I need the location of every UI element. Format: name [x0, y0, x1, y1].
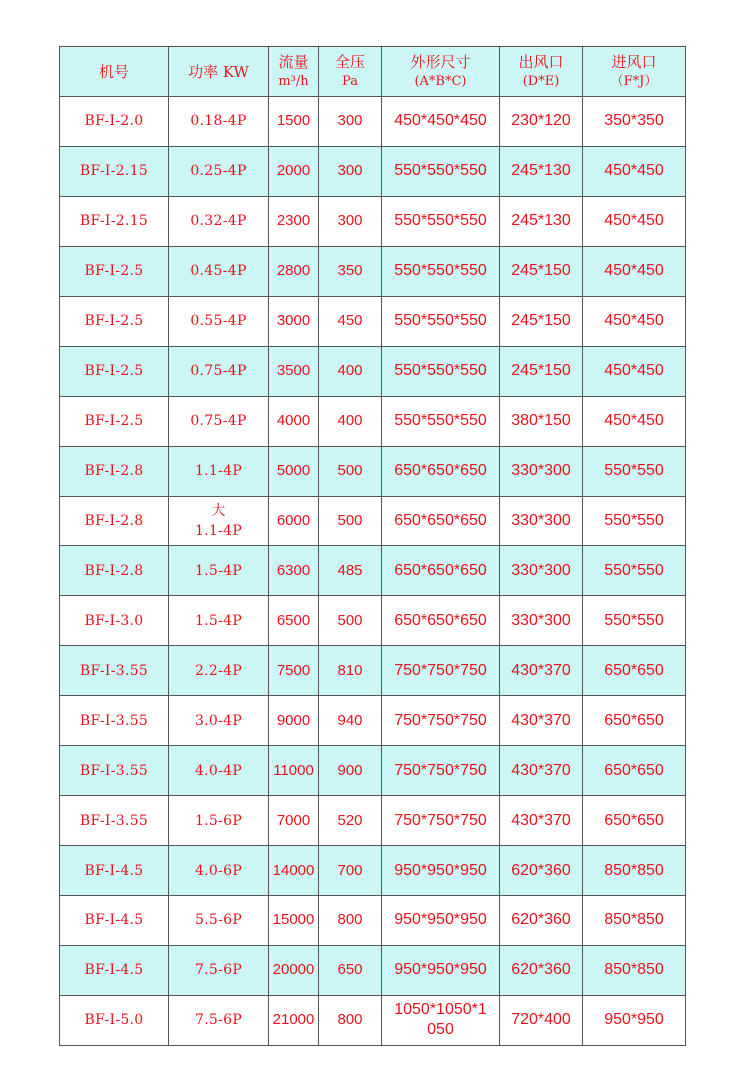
cell-power: 1.1-4P — [169, 446, 269, 496]
cell-flow: 3000 — [269, 296, 319, 346]
cell-outlet: 620*360 — [500, 846, 583, 896]
cell-power: 0.45-4P — [169, 246, 269, 296]
cell-power: 0.32-4P — [169, 196, 269, 246]
table-row — [60, 496, 686, 546]
cell-size: 550*550*550 — [382, 196, 500, 246]
cell-pressure: 520 — [319, 796, 382, 846]
cell-size: 650*650*650 — [382, 496, 500, 546]
cell-flow: 6000 — [269, 496, 319, 546]
cell-inlet: 550*550 — [583, 496, 686, 546]
cell-model: BF-I-4.5 — [60, 896, 169, 946]
header-inlet-unit: （F*J） — [610, 73, 658, 89]
cell-outlet: 430*370 — [500, 746, 583, 796]
cell-outlet: 245*150 — [500, 346, 583, 396]
cell-flow: 14000 — [269, 846, 319, 896]
header-size-unit: (A*B*C) — [414, 73, 467, 89]
cell-power: 7.5-6P — [169, 945, 269, 995]
cell-inlet: 550*550 — [583, 446, 686, 496]
cell-pressure: 300 — [319, 97, 382, 147]
cell-power: 1.5-4P — [169, 546, 269, 596]
table-row — [60, 246, 686, 296]
cell-flow: 1500 — [269, 97, 319, 147]
cell-flow: 4000 — [269, 396, 319, 446]
table-row — [60, 146, 686, 196]
cell-model: BF-I-3.0 — [60, 596, 169, 646]
cell-outlet: 620*360 — [500, 945, 583, 995]
cell-power: 4.0-4P — [169, 746, 269, 796]
cell-inlet: 450*450 — [583, 196, 686, 246]
cell-size: 650*650*650 — [382, 596, 500, 646]
table-row — [60, 446, 686, 496]
cell-size: 750*750*750 — [382, 646, 500, 696]
cell-outlet: 330*300 — [500, 496, 583, 546]
table-row — [60, 396, 686, 446]
cell-pressure: 300 — [319, 146, 382, 196]
cell-outlet: 430*370 — [500, 646, 583, 696]
cell-model: BF-I-4.5 — [60, 846, 169, 896]
cell-model: BF-I-2.15 — [60, 196, 169, 246]
cell-flow: 7500 — [269, 646, 319, 696]
table-row — [60, 296, 686, 346]
cell-outlet: 380*150 — [500, 396, 583, 446]
cell-outlet: 245*130 — [500, 146, 583, 196]
cell-outlet: 245*150 — [500, 246, 583, 296]
cell-inlet: 650*650 — [583, 646, 686, 696]
cell-model: BF-I-3.55 — [60, 646, 169, 696]
cell-inlet: 450*450 — [583, 146, 686, 196]
cell-pressure: 800 — [319, 896, 382, 946]
cell-pressure: 800 — [319, 995, 382, 1045]
cell-flow: 11000 — [269, 746, 319, 796]
cell-flow: 2000 — [269, 146, 319, 196]
cell-size: 950*950*950 — [382, 846, 500, 896]
header-size: 外形尺寸 (A*B*C) — [382, 47, 500, 97]
header-flow: 流量 m³/h — [269, 47, 319, 97]
cell-pressure: 940 — [319, 696, 382, 746]
cell-size: 650*650*650 — [382, 546, 500, 596]
cell-pressure: 400 — [319, 396, 382, 446]
header-inlet: 进风口 （F*J） — [583, 47, 686, 97]
cell-outlet: 330*300 — [500, 546, 583, 596]
cell-model: BF-I-2.5 — [60, 246, 169, 296]
cell-model: BF-I-3.55 — [60, 796, 169, 846]
cell-inlet: 650*650 — [583, 746, 686, 796]
cell-size: 550*550*550 — [382, 146, 500, 196]
cell-size: 950*950*950 — [382, 945, 500, 995]
table-row — [60, 995, 686, 1045]
cell-size: 950*950*950 — [382, 896, 500, 946]
cell-outlet: 430*370 — [500, 696, 583, 746]
cell-outlet: 330*300 — [500, 596, 583, 646]
header-model: 机号 — [60, 47, 169, 97]
cell-size: 550*550*550 — [382, 246, 500, 296]
cell-pressure: 700 — [319, 846, 382, 896]
cell-size: 550*550*550 — [382, 346, 500, 396]
cell-inlet: 650*650 — [583, 696, 686, 746]
cell-size: 750*750*750 — [382, 746, 500, 796]
cell-model: BF-I-4.5 — [60, 945, 169, 995]
cell-size: 750*750*750 — [382, 696, 500, 746]
table-body — [60, 97, 686, 1046]
cell-inlet: 450*450 — [583, 246, 686, 296]
header-outlet: 出风口 (D*E) — [500, 47, 583, 97]
cell-flow: 3500 — [269, 346, 319, 396]
table-row — [60, 945, 686, 995]
table-row — [60, 796, 686, 846]
cell-inlet: 450*450 — [583, 346, 686, 396]
cell-inlet: 650*650 — [583, 796, 686, 846]
cell-outlet: 720*400 — [500, 995, 583, 1045]
header-outlet-unit: (D*E) — [522, 73, 560, 89]
table-row — [60, 596, 686, 646]
cell-power: 5.5-6P — [169, 896, 269, 946]
table-row — [60, 546, 686, 596]
cell-model: BF-I-2.8 — [60, 546, 169, 596]
cell-flow: 6500 — [269, 596, 319, 646]
cell-pressure: 450 — [319, 296, 382, 346]
cell-model: BF-I-3.55 — [60, 746, 169, 796]
cell-inlet: 550*550 — [583, 596, 686, 646]
cell-model: BF-I-2.8 — [60, 446, 169, 496]
cell-inlet: 850*850 — [583, 896, 686, 946]
cell-power: 0.18-4P — [169, 97, 269, 147]
cell-outlet: 620*360 — [500, 896, 583, 946]
cell-power: 0.75-4P — [169, 396, 269, 446]
cell-power: 大 1.1-4P — [169, 496, 269, 546]
cell-pressure: 485 — [319, 546, 382, 596]
cell-model: BF-I-2.5 — [60, 296, 169, 346]
cell-flow: 2800 — [269, 246, 319, 296]
cell-inlet: 950*950 — [583, 995, 686, 1045]
cell-inlet: 850*850 — [583, 846, 686, 896]
cell-pressure: 350 — [319, 246, 382, 296]
cell-power: 0.25-4P — [169, 146, 269, 196]
cell-power: 0.55-4P — [169, 296, 269, 346]
cell-inlet: 850*850 — [583, 945, 686, 995]
cell-power: 4.0-6P — [169, 846, 269, 896]
cell-model: BF-I-2.5 — [60, 346, 169, 396]
cell-model: BF-I-2.0 — [60, 97, 169, 147]
table-row — [60, 696, 686, 746]
cell-pressure: 810 — [319, 646, 382, 696]
cell-power: 7.5-6P — [169, 995, 269, 1045]
cell-flow: 2300 — [269, 196, 319, 246]
cell-pressure: 400 — [319, 346, 382, 396]
cell-size: 550*550*550 — [382, 396, 500, 446]
table-row — [60, 646, 686, 696]
table-row — [60, 196, 686, 246]
header-flow-unit: m³/h — [278, 73, 309, 89]
cell-inlet: 350*350 — [583, 97, 686, 147]
table-row — [60, 746, 686, 796]
cell-size: 450*450*450 — [382, 97, 500, 147]
cell-model: BF-I-2.15 — [60, 146, 169, 196]
cell-outlet: 230*120 — [500, 97, 583, 147]
cell-pressure: 500 — [319, 496, 382, 546]
cell-pressure: 650 — [319, 945, 382, 995]
cell-model: BF-I-5.0 — [60, 995, 169, 1045]
cell-flow: 6300 — [269, 546, 319, 596]
cell-outlet: 245*130 — [500, 196, 583, 246]
cell-model: BF-I-2.5 — [60, 396, 169, 446]
cell-power: 1.5-6P — [169, 796, 269, 846]
cell-pressure: 500 — [319, 446, 382, 496]
cell-power: 2.2-4P — [169, 646, 269, 696]
header-row — [60, 47, 686, 97]
cell-flow: 21000 — [269, 995, 319, 1045]
header-pressure: 全压 Pa — [319, 47, 382, 97]
cell-power: 0.75-4P — [169, 346, 269, 396]
cell-inlet: 450*450 — [583, 396, 686, 446]
table-row — [60, 896, 686, 946]
header-power: 功率 KW — [169, 47, 269, 97]
cell-model: BF-I-2.8 — [60, 496, 169, 546]
cell-flow: 5000 — [269, 446, 319, 496]
cell-size: 550*550*550 — [382, 296, 500, 346]
cell-power: 1.5-4P — [169, 596, 269, 646]
cell-outlet: 430*370 — [500, 796, 583, 846]
table-row — [60, 97, 686, 147]
cell-pressure: 300 — [319, 196, 382, 246]
header-pressure-unit: Pa — [342, 73, 358, 89]
cell-outlet: 330*300 — [500, 446, 583, 496]
cell-power: 3.0-4P — [169, 696, 269, 746]
cell-pressure: 500 — [319, 596, 382, 646]
table-row — [60, 846, 686, 896]
cell-flow: 20000 — [269, 945, 319, 995]
cell-pressure: 900 — [319, 746, 382, 796]
cell-inlet: 550*550 — [583, 546, 686, 596]
table-row — [60, 346, 686, 396]
cell-size: 750*750*750 — [382, 796, 500, 846]
cell-flow: 15000 — [269, 896, 319, 946]
cell-outlet: 245*150 — [500, 296, 583, 346]
cell-size: 1050*1050*1 050 — [382, 995, 500, 1045]
cell-size: 650*650*650 — [382, 446, 500, 496]
cell-flow: 9000 — [269, 696, 319, 746]
cell-flow: 7000 — [269, 796, 319, 846]
cell-inlet: 450*450 — [583, 296, 686, 346]
fan-spec-table — [59, 46, 686, 1046]
cell-model: BF-I-3.55 — [60, 696, 169, 746]
